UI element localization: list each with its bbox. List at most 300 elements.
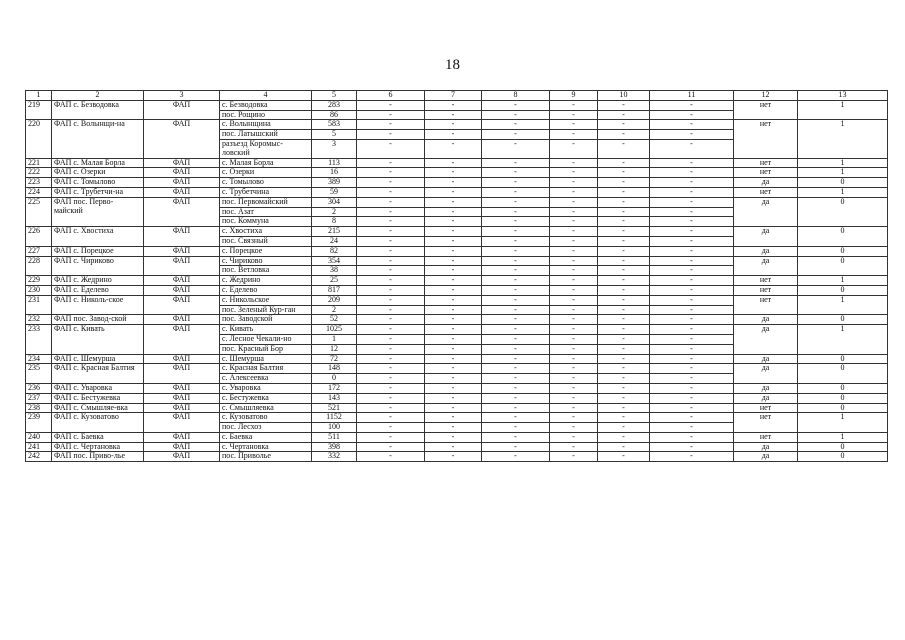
table-row: [26, 227, 888, 237]
empty-value: -: [550, 354, 598, 364]
empty-value: -: [598, 246, 650, 256]
empty-value: -: [598, 158, 650, 168]
empty-value: -: [598, 110, 650, 120]
empty-value: -: [357, 187, 425, 197]
empty-value: -: [482, 236, 550, 246]
empty-value: -: [598, 413, 650, 423]
empty-value: -: [357, 256, 425, 266]
availability-flag: нет: [734, 158, 798, 168]
settlement-name: разъезд Коромыс-ловский: [220, 139, 312, 158]
row-number: 224: [26, 187, 52, 197]
empty-value: -: [550, 423, 598, 433]
population: 1025: [312, 325, 357, 335]
facility-name: ФАП с. Шемурша: [52, 354, 144, 364]
empty-value: -: [425, 374, 482, 384]
settlement-name: с. Безводовка: [220, 100, 312, 110]
table-row: [26, 285, 888, 295]
availability-flag: нет: [734, 120, 798, 158]
population: 332: [312, 452, 357, 462]
count-value: 1: [798, 168, 888, 178]
availability-flag: да: [734, 393, 798, 403]
empty-value: -: [357, 442, 425, 452]
facility-type: ФАП: [144, 100, 220, 120]
count-value: 1: [798, 158, 888, 168]
empty-value: -: [357, 364, 425, 374]
row-number: 219: [26, 100, 52, 120]
availability-flag: да: [734, 383, 798, 393]
facility-name: ФАП с. Смышляе-вка: [52, 403, 144, 413]
settlement-name: с. Хвостиха: [220, 227, 312, 237]
table-row: [26, 246, 888, 256]
settlement-name: пос. Латышский: [220, 130, 312, 140]
empty-value: -: [550, 315, 598, 325]
availability-flag: да: [734, 227, 798, 247]
availability-flag: нет: [734, 403, 798, 413]
empty-value: -: [650, 295, 734, 305]
empty-value: -: [425, 423, 482, 433]
empty-value: -: [550, 217, 598, 227]
empty-value: -: [550, 383, 598, 393]
empty-value: -: [650, 325, 734, 335]
settlement-name: пос. Лесхоз: [220, 423, 312, 433]
empty-value: -: [650, 452, 734, 462]
availability-flag: да: [734, 178, 798, 188]
row-number: 229: [26, 276, 52, 286]
empty-value: -: [650, 207, 734, 217]
empty-value: -: [650, 285, 734, 295]
population: 209: [312, 295, 357, 305]
empty-value: -: [550, 452, 598, 462]
empty-value: -: [482, 227, 550, 237]
count-value: 1: [798, 187, 888, 197]
empty-value: -: [482, 344, 550, 354]
empty-value: -: [550, 130, 598, 140]
empty-value: -: [598, 236, 650, 246]
row-number: 223: [26, 178, 52, 188]
population: 52: [312, 315, 357, 325]
column-header: 1: [26, 91, 52, 101]
table-row: [26, 315, 888, 325]
facility-name: ФАП с. Уваровка: [52, 383, 144, 393]
empty-value: -: [482, 158, 550, 168]
population: 82: [312, 246, 357, 256]
facility-name: ФАП с. Томылово: [52, 178, 144, 188]
row-number: 241: [26, 442, 52, 452]
facility-type: ФАП: [144, 325, 220, 354]
empty-value: -: [357, 197, 425, 207]
facility-type: ФАП: [144, 403, 220, 413]
availability-flag: да: [734, 325, 798, 354]
facility-name: ФАП с. Чертановка: [52, 442, 144, 452]
availability-flag: нет: [734, 187, 798, 197]
facility-type: ФАП: [144, 120, 220, 158]
empty-value: -: [425, 354, 482, 364]
facility-name: ФАП пос. Перво-майский: [52, 197, 144, 226]
settlement-name: с. Томылово: [220, 178, 312, 188]
empty-value: -: [550, 187, 598, 197]
empty-value: -: [357, 315, 425, 325]
facility-type: ФАП: [144, 354, 220, 364]
empty-value: -: [425, 236, 482, 246]
availability-flag: нет: [734, 295, 798, 315]
facility-name: ФАП с. Кузоватово: [52, 413, 144, 433]
count-value: 1: [798, 325, 888, 354]
facility-type: ФАП: [144, 383, 220, 393]
empty-value: -: [482, 266, 550, 276]
empty-value: -: [425, 158, 482, 168]
settlement-name: с. Кивать: [220, 325, 312, 335]
row-number: 233: [26, 325, 52, 354]
settlement-name: пос. Рощино: [220, 110, 312, 120]
empty-value: -: [598, 403, 650, 413]
empty-value: -: [650, 100, 734, 110]
empty-value: -: [598, 285, 650, 295]
population: 2: [312, 207, 357, 217]
settlement-name: с. Красная Балтия: [220, 364, 312, 374]
count-value: 1: [798, 413, 888, 433]
empty-value: -: [550, 344, 598, 354]
column-header: 10: [598, 91, 650, 101]
facility-type: ФАП: [144, 295, 220, 315]
empty-value: -: [650, 130, 734, 140]
facility-name: ФАП с. Жедрино: [52, 276, 144, 286]
population: 143: [312, 393, 357, 403]
settlement-name: с. Озерки: [220, 168, 312, 178]
availability-flag: нет: [734, 285, 798, 295]
settlement-name: пос. Связный: [220, 236, 312, 246]
availability-flag: да: [734, 364, 798, 384]
empty-value: -: [482, 120, 550, 130]
empty-value: -: [550, 158, 598, 168]
table-row: [26, 383, 888, 393]
settlement-name: пос. Первомайский: [220, 197, 312, 207]
facility-name: ФАП с. Волынщи-на: [52, 120, 144, 158]
facility-type: ФАП: [144, 256, 220, 276]
population: 59: [312, 187, 357, 197]
population: 16: [312, 168, 357, 178]
empty-value: -: [550, 207, 598, 217]
empty-value: -: [598, 423, 650, 433]
count-value: 0: [798, 227, 888, 247]
count-value: 0: [798, 364, 888, 384]
count-value: 1: [798, 432, 888, 442]
population: 8: [312, 217, 357, 227]
empty-value: -: [550, 256, 598, 266]
empty-value: -: [425, 266, 482, 276]
count-value: 0: [798, 354, 888, 364]
empty-value: -: [482, 217, 550, 227]
empty-value: -: [598, 452, 650, 462]
column-header: 9: [550, 91, 598, 101]
empty-value: -: [650, 354, 734, 364]
empty-value: -: [357, 100, 425, 110]
empty-value: -: [550, 403, 598, 413]
settlement-name: с. Смышляевка: [220, 403, 312, 413]
settlement-name: с. Жедрино: [220, 276, 312, 286]
empty-value: -: [357, 178, 425, 188]
count-value: 1: [798, 276, 888, 286]
population: 172: [312, 383, 357, 393]
settlement-name: пос. Красный Бор: [220, 344, 312, 354]
empty-value: -: [357, 305, 425, 315]
empty-value: -: [650, 139, 734, 158]
empty-value: -: [482, 432, 550, 442]
empty-value: -: [650, 374, 734, 384]
row-number: 237: [26, 393, 52, 403]
empty-value: -: [650, 393, 734, 403]
facility-type: ФАП: [144, 315, 220, 325]
population: 148: [312, 364, 357, 374]
empty-value: -: [598, 207, 650, 217]
table-row: [26, 256, 888, 266]
population: 5: [312, 130, 357, 140]
empty-value: -: [650, 413, 734, 423]
empty-value: -: [425, 364, 482, 374]
empty-value: -: [650, 276, 734, 286]
empty-value: -: [482, 285, 550, 295]
empty-value: -: [650, 305, 734, 315]
availability-flag: нет: [734, 276, 798, 286]
empty-value: -: [425, 187, 482, 197]
settlement-name: пос. Ветловка: [220, 266, 312, 276]
table-row: [26, 452, 888, 462]
population: 1152: [312, 413, 357, 423]
empty-value: -: [482, 452, 550, 462]
facility-type: ФАП: [144, 364, 220, 384]
empty-value: -: [482, 413, 550, 423]
table-row: [26, 100, 888, 110]
empty-value: -: [482, 276, 550, 286]
facility-name: ФАП с. Озерки: [52, 168, 144, 178]
row-number: 222: [26, 168, 52, 178]
row-number: 221: [26, 158, 52, 168]
availability-flag: да: [734, 256, 798, 276]
facility-name: ФАП с. Кивать: [52, 325, 144, 354]
population: 86: [312, 110, 357, 120]
facility-type: ФАП: [144, 393, 220, 403]
empty-value: -: [425, 139, 482, 158]
facility-type: ФАП: [144, 197, 220, 226]
table-row: [26, 354, 888, 364]
availability-flag: да: [734, 246, 798, 256]
empty-value: -: [357, 413, 425, 423]
empty-value: -: [357, 139, 425, 158]
empty-value: -: [550, 305, 598, 315]
empty-value: -: [482, 305, 550, 315]
facility-type: ФАП: [144, 187, 220, 197]
empty-value: -: [482, 393, 550, 403]
population: 113: [312, 158, 357, 168]
empty-value: -: [650, 246, 734, 256]
empty-value: -: [482, 100, 550, 110]
facility-name: ФАП с. Малая Борла: [52, 158, 144, 168]
empty-value: -: [425, 325, 482, 335]
population: 1: [312, 334, 357, 344]
empty-value: -: [650, 178, 734, 188]
empty-value: -: [482, 334, 550, 344]
empty-value: -: [650, 315, 734, 325]
facility-name: ФАП с. Безводовка: [52, 100, 144, 120]
empty-value: -: [357, 110, 425, 120]
settlement-name: пос. Азат: [220, 207, 312, 217]
population: 583: [312, 120, 357, 130]
empty-value: -: [357, 393, 425, 403]
availability-flag: нет: [734, 168, 798, 178]
population: 215: [312, 227, 357, 237]
empty-value: -: [357, 295, 425, 305]
availability-flag: да: [734, 452, 798, 462]
empty-value: -: [550, 374, 598, 384]
row-number: 232: [26, 315, 52, 325]
facility-type: ФАП: [144, 432, 220, 442]
empty-value: -: [598, 325, 650, 335]
empty-value: -: [650, 383, 734, 393]
count-value: 0: [798, 403, 888, 413]
table-row: [26, 276, 888, 286]
table-row: [26, 197, 888, 207]
empty-value: -: [598, 130, 650, 140]
availability-flag: нет: [734, 413, 798, 433]
facility-type: ФАП: [144, 227, 220, 247]
settlement-name: пос. Коммуна: [220, 217, 312, 227]
empty-value: -: [357, 168, 425, 178]
facility-type: ФАП: [144, 442, 220, 452]
row-number: 225: [26, 197, 52, 226]
empty-value: -: [425, 442, 482, 452]
empty-value: -: [425, 295, 482, 305]
empty-value: -: [357, 227, 425, 237]
empty-value: -: [357, 452, 425, 462]
empty-value: -: [357, 120, 425, 130]
facility-type: ФАП: [144, 246, 220, 256]
empty-value: -: [482, 315, 550, 325]
table-row: [26, 158, 888, 168]
empty-value: -: [425, 227, 482, 237]
facility-name: ФАП с. Порецкое: [52, 246, 144, 256]
empty-value: -: [550, 178, 598, 188]
facility-name: ФАП с. Хвостиха: [52, 227, 144, 247]
empty-value: -: [598, 354, 650, 364]
column-header: 11: [650, 91, 734, 101]
settlement-name: с. Еделево: [220, 285, 312, 295]
settlement-name: с. Кузоватово: [220, 413, 312, 423]
empty-value: -: [425, 256, 482, 266]
table-row: [26, 442, 888, 452]
settlement-name: с. Волынщина: [220, 120, 312, 130]
facility-type: ФАП: [144, 168, 220, 178]
population: 283: [312, 100, 357, 110]
empty-value: -: [425, 120, 482, 130]
table-row: [26, 178, 888, 188]
empty-value: -: [650, 364, 734, 374]
empty-value: -: [598, 139, 650, 158]
empty-value: -: [482, 110, 550, 120]
population: 38: [312, 266, 357, 276]
empty-value: -: [357, 423, 425, 433]
table-row: [26, 187, 888, 197]
column-header: 4: [220, 91, 312, 101]
population: 12: [312, 344, 357, 354]
row-number: 235: [26, 364, 52, 384]
empty-value: -: [550, 285, 598, 295]
settlement-name: пос. Приволье: [220, 452, 312, 462]
population: 0: [312, 374, 357, 384]
table-header-row: [26, 91, 888, 101]
population: 398: [312, 442, 357, 452]
empty-value: -: [650, 266, 734, 276]
row-number: 231: [26, 295, 52, 315]
empty-value: -: [425, 100, 482, 110]
count-value: 1: [798, 295, 888, 315]
empty-value: -: [598, 217, 650, 227]
empty-value: -: [550, 100, 598, 110]
table-row: [26, 403, 888, 413]
empty-value: -: [357, 266, 425, 276]
row-number: 239: [26, 413, 52, 433]
empty-value: -: [650, 168, 734, 178]
empty-value: -: [482, 197, 550, 207]
empty-value: -: [357, 403, 425, 413]
empty-value: -: [598, 305, 650, 315]
population: 511: [312, 432, 357, 442]
column-header: 13: [798, 91, 888, 101]
settlement-name: с. Бестужевка: [220, 393, 312, 403]
availability-flag: да: [734, 442, 798, 452]
row-number: 238: [26, 403, 52, 413]
empty-value: -: [650, 227, 734, 237]
population: 3: [312, 139, 357, 158]
settlement-name: с. Уваровка: [220, 383, 312, 393]
availability-flag: да: [734, 354, 798, 364]
empty-value: -: [598, 383, 650, 393]
facility-type: ФАП: [144, 276, 220, 286]
empty-value: -: [357, 207, 425, 217]
empty-value: -: [357, 354, 425, 364]
empty-value: -: [550, 227, 598, 237]
empty-value: -: [482, 178, 550, 188]
empty-value: -: [598, 374, 650, 384]
empty-value: -: [650, 403, 734, 413]
table-row: [26, 413, 888, 423]
empty-value: -: [550, 246, 598, 256]
population: 354: [312, 256, 357, 266]
empty-value: -: [650, 236, 734, 246]
facility-name: ФАП с. Трубетчи-на: [52, 187, 144, 197]
empty-value: -: [425, 207, 482, 217]
population: 72: [312, 354, 357, 364]
settlement-name: с. Баевка: [220, 432, 312, 442]
empty-value: -: [425, 217, 482, 227]
empty-value: -: [598, 393, 650, 403]
empty-value: -: [425, 130, 482, 140]
settlement-name: с. Чертановка: [220, 442, 312, 452]
facility-type: ФАП: [144, 413, 220, 433]
population: 304: [312, 197, 357, 207]
empty-value: -: [357, 276, 425, 286]
empty-value: -: [425, 110, 482, 120]
empty-value: -: [650, 432, 734, 442]
empty-value: -: [650, 442, 734, 452]
population: 100: [312, 423, 357, 433]
empty-value: -: [425, 403, 482, 413]
row-number: 228: [26, 256, 52, 276]
availability-flag: да: [734, 197, 798, 226]
empty-value: -: [357, 285, 425, 295]
empty-value: -: [357, 334, 425, 344]
empty-value: -: [550, 110, 598, 120]
column-header: 8: [482, 91, 550, 101]
empty-value: -: [357, 217, 425, 227]
